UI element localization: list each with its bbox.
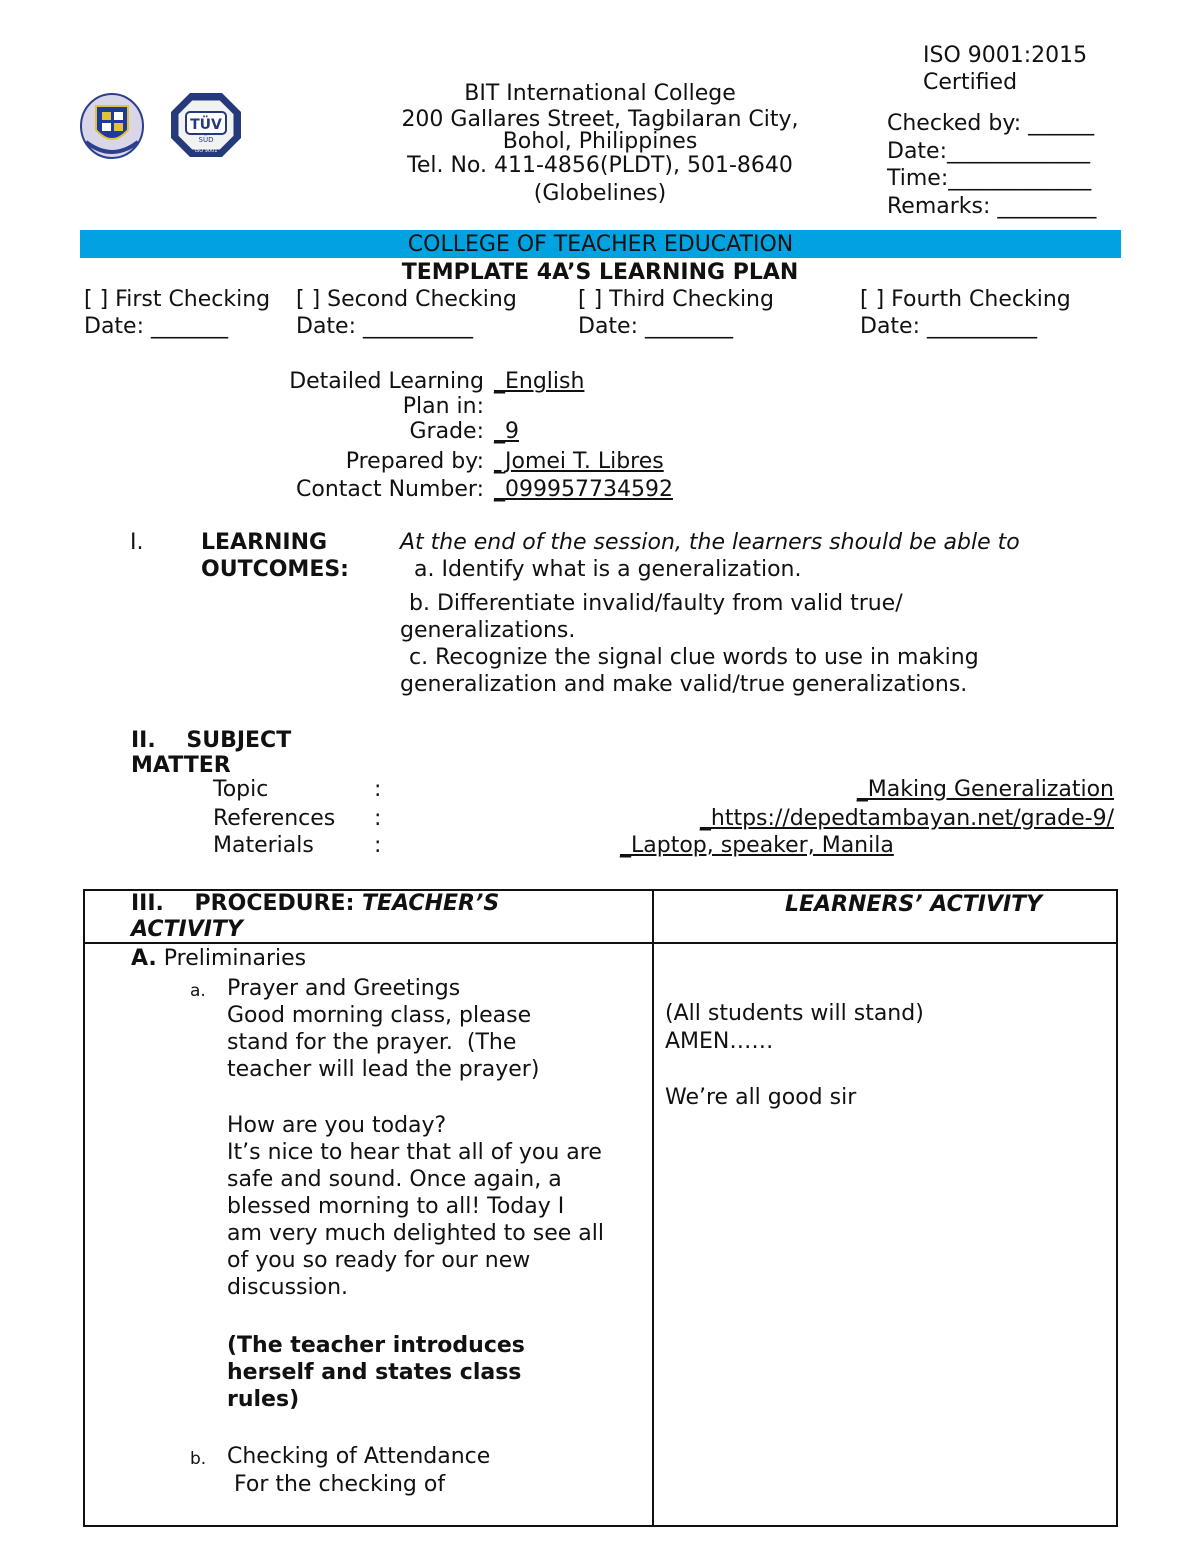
learner-response-block [665, 1000, 924, 1111]
college-name: BIT International College [464, 81, 736, 106]
teacher-line: blessed morning to all! Today I [227, 1194, 565, 1219]
teacher-line: am very much delighted to see all [227, 1221, 604, 1246]
subject-matter-colons [374, 776, 381, 859]
subject-matter-labels [213, 776, 335, 859]
checking-fourth [860, 286, 1071, 340]
contact-number-value: _099957734592 [494, 477, 673, 502]
item-a-title: Prayer and Greetings [227, 976, 461, 1001]
contact-number-label: Contact Number: [296, 477, 484, 502]
outcomes-title-line-2: OUTCOMES: [201, 557, 349, 582]
checking-first [84, 286, 270, 340]
teacher-line: safe and sound. Once again, a [227, 1167, 562, 1192]
subject-value: _English [494, 369, 585, 394]
materials-value: _Laptop, speaker, Manila [620, 833, 894, 858]
address-line-2: Bohol, Philippines [502, 129, 698, 154]
iso-logo-small-text: ISO 9001 [194, 148, 218, 154]
topic-value: _Making Generalization [856, 777, 1114, 802]
outcome-c-line-1: c. Recognize the signal clue words to use in making [409, 645, 979, 670]
outcome-b-line-2: generalizations. [400, 618, 576, 643]
checking-label: [ ] First Checking [84, 287, 271, 312]
teacher-bold-line: (The teacher introduces [227, 1333, 525, 1358]
teacher-welcome-block [227, 1112, 604, 1301]
materials-label: Materials [213, 833, 314, 858]
checking-date: Date: _______ [84, 314, 228, 339]
checked-by-field: Checked by: ______ [887, 111, 1095, 136]
checking-label: [ ] Third Checking [578, 287, 774, 312]
date-field: Date:_____________ [887, 139, 1090, 164]
time-field: Time:_____________ [887, 166, 1092, 191]
outcomes-title-line-1: LEARNING [201, 530, 328, 555]
teacher-bold-line: herself and states class [227, 1360, 522, 1385]
outcomes-title [201, 529, 349, 583]
item-b-marker: b. [190, 1449, 207, 1469]
procedure-header-teacher [131, 891, 499, 943]
tuv-logo-text: TÜV [190, 117, 222, 133]
teacher-bold-line: rules) [227, 1387, 300, 1412]
checking-third [578, 286, 774, 340]
iso-line-2: Certified [923, 70, 1018, 95]
topic-colon: : [374, 777, 382, 802]
section-a-letter: A. [131, 946, 157, 971]
address-line-1: 200 Gallares Street, Tagbilaran City, [401, 107, 799, 132]
prepared-by-value: _Jomei T. Libres [494, 449, 664, 474]
procedure-header-activity: ACTIVITY [131, 917, 243, 942]
item-b-line: For the checking of [227, 1472, 446, 1497]
department-banner [80, 230, 1121, 258]
outcome-a: a. Identify what is a generalization. [414, 557, 802, 582]
outcome-c-line-2: generalization and make valid/true generalizations. [400, 672, 968, 697]
outcomes-list [400, 529, 1100, 698]
teacher-line: How are you today? [227, 1113, 447, 1138]
checking-date: Date: __________ [296, 314, 473, 339]
learner-line: AMEN…… [665, 1029, 774, 1054]
grade-value: _9 [494, 419, 519, 444]
teacher-greeting-block [227, 1002, 539, 1083]
teacher-introduction-note [227, 1332, 525, 1413]
references-label: References [213, 806, 336, 831]
procedure-header-teacher-word: TEACHER’S [362, 891, 500, 916]
learner-line: (All students will stand) [665, 1001, 924, 1026]
checking-label: [ ] Second Checking [296, 287, 517, 312]
checking-second [296, 286, 517, 340]
template-title: TEMPLATE 4A’S LEARNING PLAN [401, 260, 799, 285]
item-a-marker: a. [190, 981, 206, 1001]
iso-line-1: ISO 9001:2015 [923, 43, 1088, 68]
subject-matter-title-line-1: II. SUBJECT [131, 728, 292, 753]
procedure-table-column-divider [652, 889, 654, 1525]
outcomes-intro: At the end of the session, the learners should be able to [400, 530, 1020, 555]
teacher-line: discussion. [227, 1275, 349, 1300]
teacher-line: of you so ready for our new [227, 1248, 531, 1273]
school-seal-logo [80, 92, 144, 160]
section-a-heading [131, 945, 306, 972]
subject-label-2: Plan in: [402, 394, 484, 419]
learner-line: We’re all good sir [665, 1085, 857, 1110]
materials-colon: : [374, 833, 382, 858]
sud-logo-text: SÜD [198, 136, 214, 144]
section-a-title: Preliminaries [163, 946, 307, 971]
references-value: _https://depedtambayan.net/grade-9/ [699, 806, 1114, 831]
checking-label: [ ] Fourth Checking [860, 287, 1071, 312]
college-address-block [300, 80, 900, 208]
subject-matter-title [131, 728, 291, 778]
procedure-header-prefix: III. PROCEDURE: [131, 891, 363, 916]
procedure-header-learners: LEARNERS’ ACTIVITY [785, 892, 1043, 917]
checked-by-block [887, 110, 1096, 220]
outcomes-numeral: I. [130, 530, 144, 555]
item-b-title: Checking of Attendance [227, 1444, 491, 1469]
tuv-sud-certification-logo [170, 92, 242, 158]
department-title: COLLEGE OF TEACHER EDUCATION [407, 232, 794, 257]
remarks-field: Remarks: _________ [887, 194, 1097, 219]
teacher-line: Good morning class, please [227, 1003, 532, 1028]
plan-info-values [494, 368, 673, 503]
grade-label: Grade: [409, 419, 484, 444]
teacher-line: teacher will lead the prayer) [227, 1057, 540, 1082]
teacher-line: It’s nice to hear that all of you are [227, 1140, 602, 1165]
telephone-line-2: (Globelines) [533, 181, 667, 206]
prepared-by-label: Prepared by: [345, 449, 484, 474]
subject-label-1: Detailed Learning [289, 369, 484, 394]
iso-certification [923, 42, 1087, 96]
plan-info-labels [200, 368, 484, 503]
telephone-line-1: Tel. No. 411-4856(PLDT), 501-8640 [407, 153, 793, 178]
outcome-b-line-1: b. Differentiate invalid/faulty from valid true/ [409, 591, 903, 616]
topic-label: Topic [213, 777, 269, 802]
teacher-line: stand for the prayer. (The [227, 1030, 517, 1055]
references-colon: : [374, 806, 382, 831]
checking-date: Date: ________ [578, 314, 733, 339]
subject-matter-title-line-2: MATTER [131, 753, 231, 778]
checking-date: Date: __________ [860, 314, 1037, 339]
